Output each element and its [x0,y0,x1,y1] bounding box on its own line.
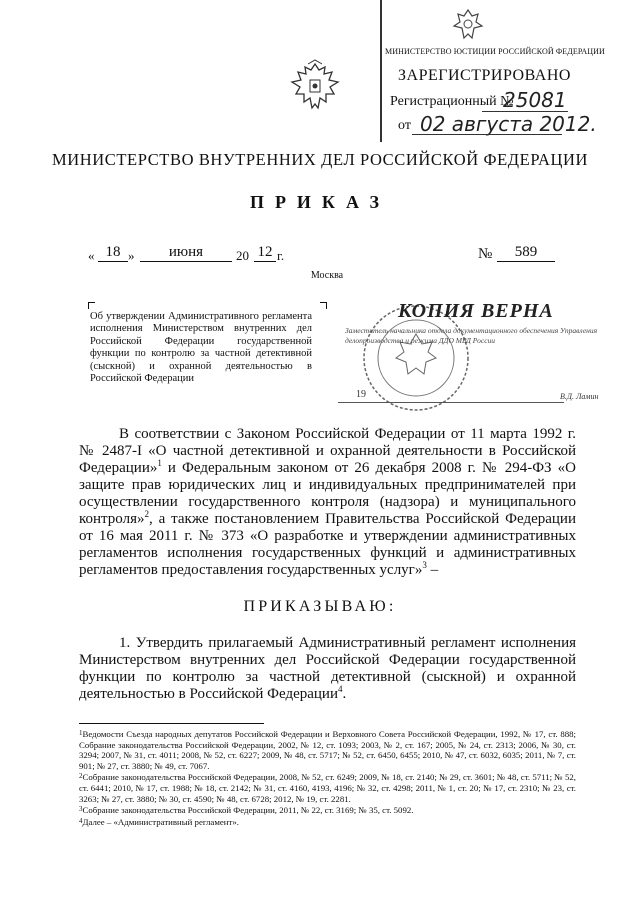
small-eagle-emblem-icon [448,6,488,44]
subject-bracket-right [320,302,327,309]
stamp-reg-number-label: Регистрационный № [390,94,514,109]
eagle-emblem-icon [284,58,346,120]
stamp-registered-label: ЗАРЕГИСТРИРОВАНО [398,67,571,84]
order-subject: Об утверждении Административного регламента исполнения Министерством внутренних дел Российской Федерации государственной функции по контролю за частной детективной (сыскной) и охранной деятельностью в Российской Федерации [90,311,312,385]
order-year: 12 [254,244,276,262]
order-city: Москва [310,270,344,281]
copy-verified-text: Заместитель начальника отдела документационного обеспечения Управления делопроизводства и режима ДДО МВД России [345,326,598,345]
order-day: 18 [98,244,128,262]
subject-bracket-left [88,302,95,309]
copy-verified-line [338,402,564,403]
copy-verified-title: КОПИЯ ВЕРНА [398,300,554,322]
stamp-reg-date: 02 августа 2012. [420,112,597,136]
registration-stamp-border [380,0,382,142]
order-year-prefix: 20 [236,248,249,263]
footnote-separator [79,723,264,724]
stamp-from-label: от [398,118,411,133]
copy-verified-number: 19 [356,389,366,400]
preamble-paragraph: В соответствии с Законом Российской Федерации от 11 марта 1992 г. № 2487-I «О частной детективной и охранной деятельности в Российской Федерации»$^1$ и Федеральным законом от 26 декабря 2008 г. № 294-ФЗ «О защите прав юридических лиц и индивидуальных предпринимателей при осуществлении государственного контроля (надзора) и муниципального контроля»$^2$, а также постановлением Правительства Российской Федерации от 16 мая 2011 г. № 373 «О разработке и утверждении административных регламентов исполнения государственных функций и административных регламентов предоставления государственных услуг»$^3$ – [79,426,576,578]
stamp-ministry-name: МИНИСТЕРСТВО ЮСТИЦИИ РОССИЙСКОЙ ФЕДЕРАЦИИ [385,47,605,56]
date-quote-open: « [88,248,95,263]
footnote-3: $^3$Собрание законодательства Российской Федерации, 2011, № 22, ст. 3169; № 35, ст. 5092. [79,805,414,816]
order-number: 589 [497,244,555,262]
order-year-suffix: г. [277,248,285,263]
footnotes [79,728,576,827]
ministry-title: МИНИСТЕРСТВО ВНУТРЕННИХ ДЕЛ РОССИЙСКОЙ ФЕДЕРАЦИИ [51,150,589,169]
stamp-reg-number: 25081 [503,88,567,112]
stamp-underline [412,134,562,135]
date-quote-close: » [128,248,135,263]
command-heading: ПРИКАЗЫВАЮ: [243,598,397,615]
copy-verified-signatory: В.Д. Ламин [560,392,599,401]
clause-1: 1. Утвердить прилагаемый Административный регламент исполнения Министерством внутренних дел Российской Федерации государственной функции по контролю за частной детективной (сыскной) и охранной деятельностью в Российской Федерации$^4$. [79,635,576,702]
order-number-label: № [478,246,493,262]
footnote-1: $^1$Ведомости Съезда народных депутатов Российской Федерации и Верховного Совета Российской Федерации, 1992, № 17, ст. 888; Собрание законодательства Российской Федерации, 2002, № 12, ст. 1093; 2003, № 2, ст. 167; 2005, № 24, ст. 2313; 2006, № 30, ст. 3294; 2007, № 31, ст. 4011; 2008, № 52, ст. 6227; 2009, № 48, ст. 5717; № 52, ст. 6450, 6455; 2010, № 47, ст. 6032, 6035; 2011, № 7, ст. 901; № 27, ст. 3880; № 49, ст. 7067. [79,729,576,771]
order-month: июня [140,244,232,262]
footnote-4: $^4$Далее – «Административный регламент». [79,816,239,827]
footnote-2: $^2$Собрание законодательства Российской Федерации, 2008, № 52, ст. 6249; 2009, № 18, ст. 2140; № 29, ст. 3601; № 48, ст. 5711; № 52, ст. 6441; 2010, № 17, ст. 1988; № 18, ст. 2142; № 31, ст. 4160, 4193, 4196; № 32, ст. 4298; 2011, № 1, ст. 20; № 17, ст. 2310; № 23, ст. 3263; № 27, ст. 3880; № 30, ст. 4590; № 48, ст. 6728; 2012, № 19, ст. 2281. [79,772,576,804]
document-type: ПРИКАЗ [249,192,391,212]
